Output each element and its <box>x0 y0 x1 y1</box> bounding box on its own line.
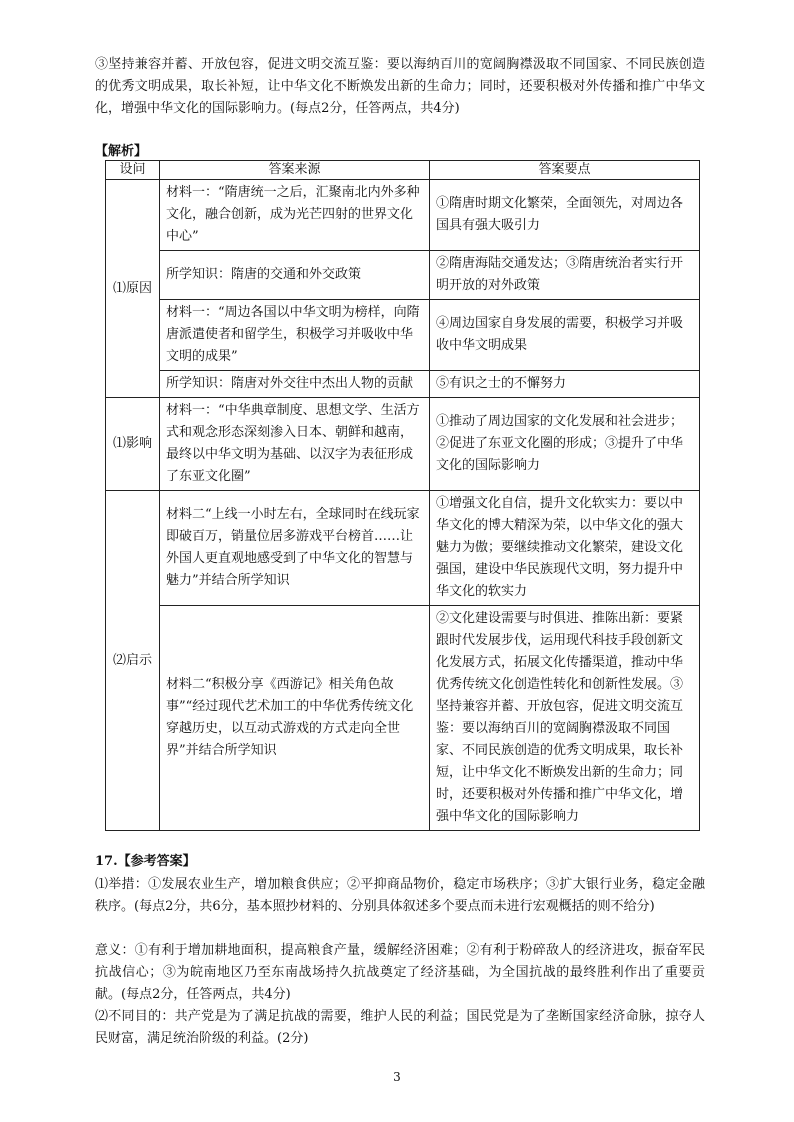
question-cell: ⑴原因 <box>106 180 160 398</box>
table-row <box>106 491 700 606</box>
point-cell: ⑤有识之士的不懈努力 <box>430 371 700 398</box>
table-row <box>106 251 700 300</box>
point-cell: ④周边国家自身发展的需要，积极学习并吸收中华文明成果 <box>430 300 700 371</box>
table-row <box>106 398 700 491</box>
top-paragraph: ③坚持兼容并蓄、开放包容，促进文明交流互鉴：要以海纳百川的宽阔胸襟汲取不同国家、不同民族创造的优秀文明成果，取长补短，让中华文化不断焕发出新的生命力；同时，还要积极对外传播和推广中华文化，增强中华文化的国际影响力。(每点2分，任答两点，共4分) <box>95 57 705 116</box>
question-cell: ⑵启示 <box>106 491 160 831</box>
question-cell: ⑴影响 <box>106 398 160 491</box>
table-row <box>106 180 700 251</box>
point-cell: ②隋唐海陆交通发达；③隋唐统治者实行开明开放的对外政策 <box>430 251 700 300</box>
source-cell: 材料二“积极分享《西游记》相关角色故事”“经过现代艺术加工的中华优秀传统文化穿越历史，以互动式游戏的方式走向全世界”并结合所学知识 <box>160 606 430 831</box>
table-row <box>106 300 700 371</box>
q17-purpose-paragraph: ⑵不同目的：共产党是为了满足抗战的需要，维护人民的利益；国民党是为了垄断国家经济命脉，掠夺人民财富，满足统治阶级的利益。(2分) <box>95 1009 705 1046</box>
header-source: 答案来源 <box>160 161 430 180</box>
table-row <box>106 606 700 831</box>
source-cell: 所学知识：隋唐的交通和外交政策 <box>160 251 430 300</box>
source-cell: 材料二“上线一小时左右，全球同时在线玩家即破百万，销量位居多游戏平台榜首……让外国人更直观地感受到了中华文化的智慧与魅力”并结合所学知识 <box>160 491 430 606</box>
analysis-heading: 【解析】 <box>95 144 148 159</box>
header-question: 设问 <box>106 161 160 180</box>
source-cell: 材料一：“中华典章制度、思想文学、生活方式和观念形态深刻渗入日本、朝鲜和越南，最终以中华文明为基础、以汉字为表征形成了东亚文化圈” <box>160 398 430 491</box>
q17-significance-paragraph: 意义：①有利于增加耕地面积，提高粮食产量，缓解经济困难；②有利于粉碎敌人的经济进攻，振奋军民抗战信心；③为皖南地区乃至东南战场持久抗战奠定了经济基础，为全国抗战的最终胜利作出了重要贡献。(每点2分，任答两点，共4分) <box>95 943 705 1002</box>
q17-heading: 17.【参考答案】 <box>95 854 196 869</box>
source-cell: 材料一：“隋唐统一之后，汇聚南北内外多种文化，融合创新，成为光芒四射的世界文化中心” <box>160 180 430 251</box>
answer-table <box>105 160 700 831</box>
table-row <box>106 371 700 398</box>
q17-measures-paragraph: ⑴举措：①发展农业生产，增加粮食供应；②平抑商品物价，稳定市场秩序；③扩大银行业务，稳定金融秩序。(每点2分，共6分，基本照抄材料的、分别具体叙述多个要点而未进行宏观概括的则不给分) <box>95 877 705 914</box>
source-cell: 材料一：“周边各国以中华文明为榜样，向隋唐派遣使者和留学生，积极学习并吸收中华文明的成果” <box>160 300 430 371</box>
point-cell: ①推动了周边国家的文化发展和社会进步；②促进了东亚文化圈的形成；③提升了中华文化的国际影响力 <box>430 398 700 491</box>
point-cell: ①隋唐时期文化繁荣，全面领先，对周边各国具有强大吸引力 <box>430 180 700 251</box>
point-cell: ①增强文化自信，提升文化软实力：要以中华文化的博大精深为荣，以中华文化的强大魅力为傲；要继续推动文化繁荣，建设文化强国，建设中华民族现代文明，努力提升中华文化的软实力 <box>430 491 700 606</box>
table-header-row <box>106 161 700 180</box>
header-point: 答案要点 <box>430 161 700 180</box>
page-number: 3 <box>393 1070 401 1084</box>
source-cell: 所学知识：隋唐对外交往中杰出人物的贡献 <box>160 371 430 398</box>
point-cell: ②文化建设需要与时俱进、推陈出新：要紧跟时代发展步伐，运用现代科技手段创新文化发展方式，拓展文化传播渠道，推动中华优秀传统文化创造性转化和创新性发展。③坚持兼容并蓄、开放包容，促进文明交流互鉴：要以海纳百川的宽阔胸襟汲取不同国家、不同民族创造的优秀文明成果，取长补短，让中华文化不断焕发出新的生命力；同时，还要积极对外传播和推广中华文化，增强中华文化的国际影响力 <box>430 606 700 831</box>
